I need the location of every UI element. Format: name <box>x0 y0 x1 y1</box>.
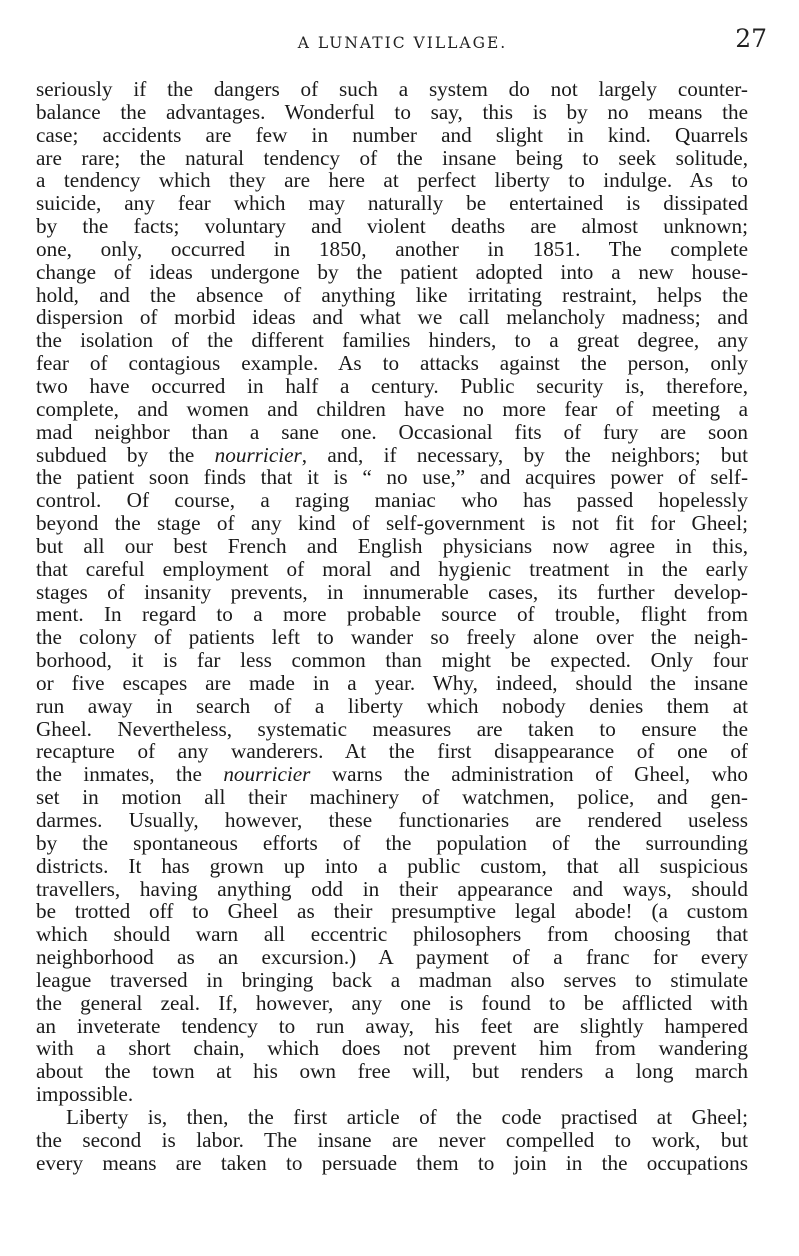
text-line: beyond the stage of any kind of self-government is not fit for Gheel; <box>36 511 748 536</box>
paragraph-1 <box>36 78 748 1106</box>
text-line: with a short chain, which does not prevent him from wandering <box>36 1036 748 1061</box>
text-line: or five escapes are made in a year. Why, indeed, should the insane <box>36 670 748 695</box>
text-line: complete, and women and children have no more fear of meeting a <box>36 396 748 421</box>
text-line: the general zeal. If, however, any one is found to be afflicted with <box>36 990 748 1015</box>
text-line: run away in search of a liberty which nobody denies them at <box>36 693 748 718</box>
text-line: Liberty is, then, the first article of the code practised at Gheel; <box>66 1104 748 1129</box>
text-line: the second is labor. The insane are never compelled to work, but <box>36 1127 748 1152</box>
paragraph-2 <box>36 1106 748 1175</box>
text-line: ment. In regard to a more probable source of trouble, flight from <box>36 602 748 627</box>
running-title: A LUNATIC VILLAGE. <box>297 34 508 52</box>
text-line: set in motion all their machinery of watchmen, police, and gen- <box>36 785 748 810</box>
text-line: by the spontaneous efforts of the population of the surrounding <box>36 830 748 855</box>
text-line: about the town at his own free will, but renders a long march <box>36 1059 748 1084</box>
text-line: every means are taken to persuade them to join in the occupations <box>36 1150 748 1175</box>
text-line: the patient soon finds that it is “ no use,” and acquires power of self- <box>36 465 748 490</box>
text-line: darmes. Usually, however, these functionaries are rendered useless <box>36 808 748 832</box>
text-line: be trotted off to Gheel as their presumptive legal abode! (a custom <box>36 899 748 924</box>
text-line: dispersion of morbid ideas and what we call melancholy madness; and <box>36 305 748 330</box>
text-line: an inveterate tendency to run away, his feet are slightly hampered <box>36 1013 748 1038</box>
text-line: neighborhood as an excursion.) A payment of a franc for every <box>36 945 748 970</box>
text-line: the colony of patients left to wander so freely alone over the neigh- <box>36 625 748 650</box>
text-line-italic-term: the inmates, the nourricier warns the administration of Gheel, who <box>36 762 749 787</box>
page-number: 27 <box>735 24 767 53</box>
text-line: which should warn all eccentric philosophers from choosing that <box>36 922 748 947</box>
page-header <box>36 24 769 60</box>
text-line: case; accidents are few in number and slight in kind. Quarrels <box>36 122 748 147</box>
text-line: travellers, having anything odd in their appearance and ways, should <box>36 876 748 901</box>
text-line: but all our best French and English physicians now agree in this, <box>36 533 748 558</box>
text-line: districts. It has grown up into a public custom, that all suspicious <box>36 853 748 878</box>
text-line: two have occurred in half a century. Public security is, therefore, <box>36 373 748 398</box>
text-line: by the facts; voluntary and violent deaths are almost unknown; <box>36 214 748 239</box>
text-line: one, only, occurred in 1850, another in 1851. The complete <box>36 236 748 261</box>
text-line: mad neighbor than a sane one. Occasional fits of fury are soon <box>36 419 748 444</box>
text-line: balance the advantages. Wonderful to say, this is by no means the <box>36 99 748 124</box>
text-line: impossible. <box>36 1082 134 1107</box>
text-line: seriously if the dangers of such a system do not largely counter- <box>36 77 748 101</box>
text-line: fear of contagious example. As to attacks against the person, only <box>36 351 748 376</box>
text-line: hold, and the absence of anything like irritating restraint, helps the <box>36 282 748 307</box>
body-text <box>36 78 748 1175</box>
text-line: change of ideas undergone by the patient adopted into a new house- <box>36 259 748 284</box>
text-line: that careful employment of moral and hygienic treatment in the early <box>36 556 748 581</box>
text-line: a tendency which they are here at perfect liberty to indulge. As to <box>36 168 748 193</box>
text-line: the isolation of the different families hinders, to a great degree, any <box>36 328 748 353</box>
text-line: control. Of course, a raging maniac who has passed hopelessly <box>36 488 748 513</box>
italic-term: nourricier <box>223 762 311 787</box>
italic-term: nourricier <box>214 442 302 467</box>
text-line: Gheel. Nevertheless, systematic measures are taken to ensure the <box>36 716 748 741</box>
text-line: borhood, it is far less common than might be expected. Only four <box>36 648 748 673</box>
text-line: league traversed in bringing back a madman also serves to stimulate <box>36 967 748 992</box>
text-line: are rare; the natural tendency of the insane being to seek solitude, <box>36 145 748 170</box>
text-line: recapture of any wanderers. At the first disappearance of one of <box>36 739 748 764</box>
text-line: stages of insanity prevents, in innumerable cases, its further develop- <box>36 579 748 604</box>
text-line: suicide, any fear which may naturally be entertained is dissipated <box>36 191 748 216</box>
text-line-italic-term: subdued by the nourricier, and, if necessary, by the neighbors; but <box>36 442 748 467</box>
